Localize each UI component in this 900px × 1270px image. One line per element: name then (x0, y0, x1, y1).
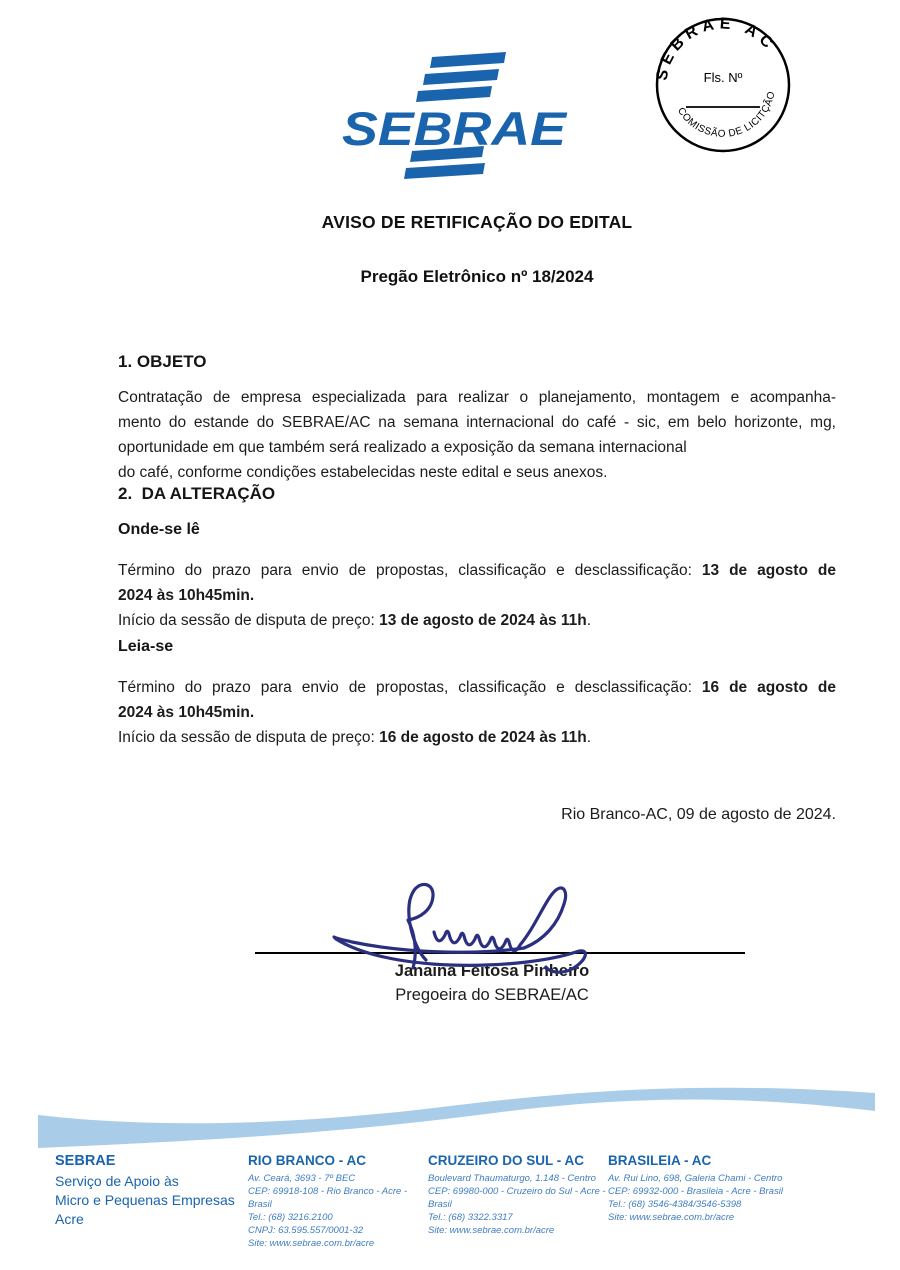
office-line: Av. Ceará, 3693 - 7º BEC (248, 1173, 356, 1184)
licitacao-stamp (648, 14, 798, 159)
onde-line-1-text: Término do prazo para envio de propostas, classificação e desclassificação: (118, 562, 702, 579)
onde-line-3-date: 13 de agosto de 2024 às 11h (379, 612, 587, 629)
footer-org-block (55, 1153, 250, 1229)
date-line: Rio Branco-AC, 09 de agosto de 2024. (561, 806, 836, 823)
office-line: CEP: 69918-108 - Rio Branco - Acre - Brasil (248, 1186, 408, 1210)
signer-role: Pregoeira do SEBRAE/AC (395, 986, 589, 1004)
office-line: Tel.: (68) 3546-4384/3546-5398 (608, 1199, 742, 1210)
svg-text:COMISSÃO DE LICITÇÃO (675, 90, 778, 140)
footer-org-name: SEBRAE (55, 1153, 116, 1169)
office-line: Av. Rui Lino, 698, Galeria Chami - Centro (608, 1173, 783, 1184)
office-line: CEP: 69932-000 - Brasileia - Acre - Brasil (608, 1186, 783, 1197)
leia-line-1-text: Término do prazo para envio de propostas, classificação e desclassificação: (118, 679, 702, 696)
leia-line-3 (118, 725, 836, 750)
logo-wordmark: SEBRAE (342, 102, 568, 155)
leia-line-3-date: 16 de agosto de 2024 às 11h (379, 729, 587, 746)
section-objeto-heading: 1. OBJETO (118, 352, 207, 371)
section-alteracao-heading: 2. DA ALTERAÇÃO (118, 484, 276, 503)
footer-office-rio-branco (248, 1153, 426, 1250)
objeto-line: oportunidade em que também será realizado a exposição da semana internacional (118, 439, 687, 456)
document-subtitle: Pregão Eletrônico nº 18/2024 (360, 267, 594, 286)
document-title: AVISO DE RETIFICAÇÃO DO EDITAL (321, 212, 633, 232)
footer-org-line: Acre (55, 1211, 84, 1227)
office-city: RIO BRANCO - AC (248, 1153, 366, 1168)
footer-wave (30, 1082, 890, 1150)
office-city: CRUZEIRO DO SUL - AC (428, 1153, 585, 1168)
logo-bar-top-3 (416, 86, 492, 102)
office-city: BRASILEIA - AC (608, 1153, 712, 1168)
stamp-fls-label: Fls. Nº (703, 70, 743, 85)
logo-bar-top-1 (430, 52, 506, 68)
onde-line-1-date: 13 de agosto de (701, 562, 836, 579)
onde-se-le-label: Onde-se lê (118, 521, 200, 538)
objeto-line: do café, conforme condições estabelecidas neste edital e seus anexos. (118, 464, 608, 481)
onde-line-3-period: . (586, 612, 592, 629)
objeto-line: Contratação de empresa especializada para realizar o planejamento, montagem e acompanha- (118, 389, 836, 406)
leia-line-1 (118, 675, 836, 700)
leia-line-3-period: . (586, 729, 592, 746)
objeto-line: mento do estande do SEBRAE/AC na semana internacional do café - sic, em belo horizonte, mg, (118, 414, 836, 431)
office-line: Site: www.sebrae.com.br/acre (428, 1225, 555, 1236)
footer-office-brasileia (608, 1153, 803, 1224)
leia-line-2: 2024 às 10h45min. (118, 704, 255, 721)
onde-se-le-paragraph (118, 558, 836, 633)
leia-se-paragraph (118, 675, 836, 750)
signer-name: Janaina Feitosa Pinheiro (394, 962, 590, 980)
leia-line-3-text: Início da sessão de disputa de preço: (118, 729, 380, 746)
onde-line-3 (118, 608, 836, 633)
leia-line-1-date: 16 de agosto de (701, 679, 836, 696)
footer-org-line: Micro e Pequenas Empresas (55, 1192, 235, 1208)
leia-se-label: Leia-se (118, 638, 174, 655)
office-line: Site: www.sebrae.com.br/acre (608, 1212, 735, 1223)
footer-office-cruzeiro-do-sul (428, 1153, 606, 1237)
office-line: CNPJ: 63.595.557/0001-32 (248, 1225, 364, 1236)
section-objeto-paragraph (118, 385, 836, 485)
stamp-bottom-text: COMISSÃO DE LICITÇÃO (674, 90, 778, 140)
signature-rule (255, 952, 745, 954)
office-line: Site: www.sebrae.com.br/acre (248, 1238, 375, 1249)
stamp-top-text: SEBRAE AC (653, 15, 780, 82)
logo-bar-top-2 (423, 69, 499, 85)
onde-line-1 (118, 558, 836, 583)
sebrae-logo (340, 45, 570, 195)
onde-line-3-text: Início da sessão de disputa de preço: (118, 612, 380, 629)
office-line: Tel.: (68) 3216.2100 (248, 1212, 333, 1223)
onde-line-2: 2024 às 10h45min. (118, 587, 255, 604)
office-line: Tel.: (68) 3322.3317 (428, 1212, 513, 1223)
office-line: Boulevard Thaumaturgo, 1.148 - Centro (428, 1173, 596, 1184)
logo-bar-bottom-2 (404, 163, 485, 179)
footer-org-line: Serviço de Apoio às (55, 1173, 179, 1189)
office-line: CEP: 69980-000 - Cruzeiro do Sul - Acre - Brasil (428, 1186, 606, 1210)
